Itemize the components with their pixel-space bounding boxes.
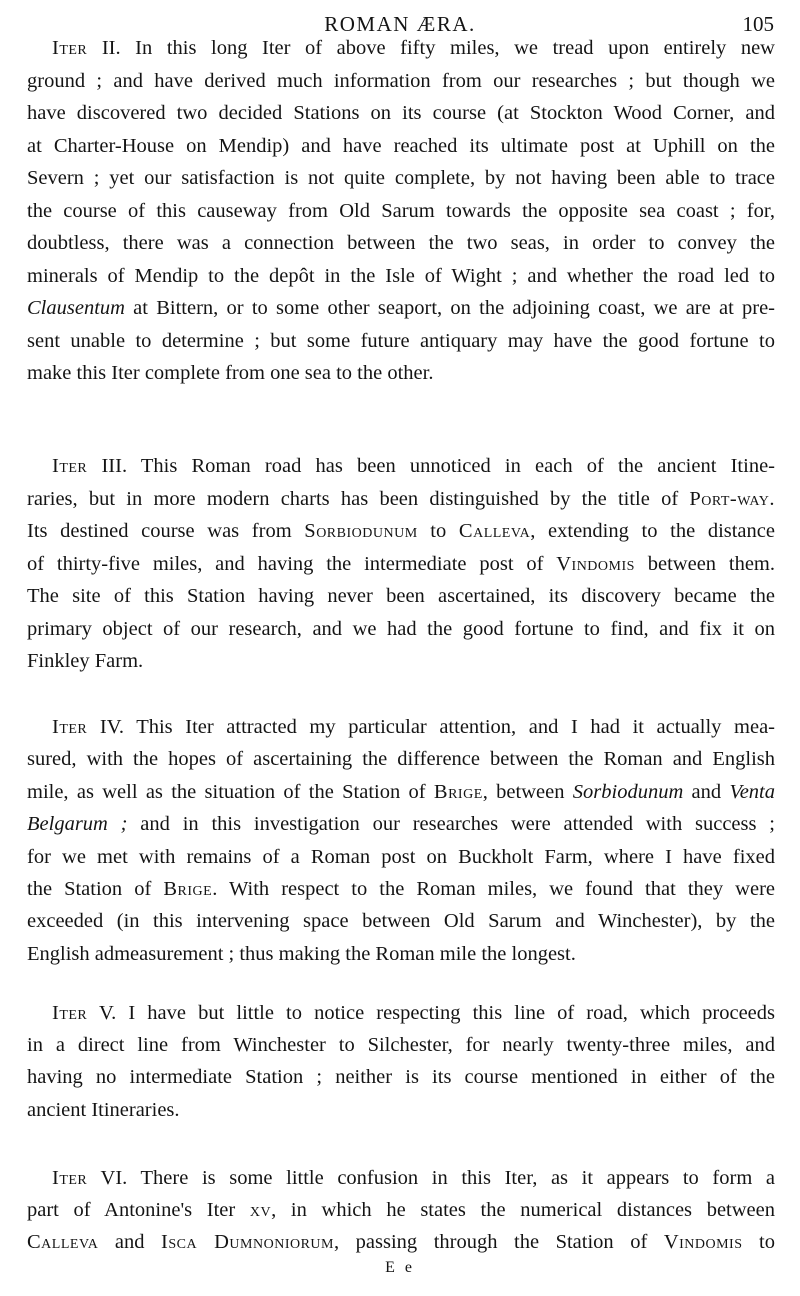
signature-mark: E e — [385, 1259, 415, 1276]
text-run: doubtless, there was a connection between the two seas, in order to convey the — [27, 232, 775, 254]
text-run: and — [683, 780, 730, 803]
text-line — [27, 779, 775, 805]
small-caps-text: Vindomis — [663, 1231, 743, 1253]
page-number: 105 — [742, 12, 774, 36]
text-line — [27, 263, 775, 289]
text-line — [27, 583, 775, 609]
text-line — [27, 1097, 775, 1123]
small-caps-text: Iter — [52, 716, 88, 738]
text-line — [27, 360, 775, 386]
text-run: English admeasurement ; thus making the Roman mile the longest. — [27, 942, 576, 965]
small-caps-text: Iter — [52, 37, 88, 59]
text-run: and — [98, 1231, 162, 1253]
text-run: to — [742, 1231, 775, 1253]
small-caps-text: Vindomis — [556, 552, 635, 575]
text-line — [27, 486, 775, 512]
text-line — [27, 68, 775, 94]
text-line — [27, 518, 775, 544]
text-run: the Station of — [27, 878, 164, 900]
text-run: Finkley Farm. — [27, 650, 144, 672]
text-run: sent unable to determine ; but some future antiquary may have the good fortune to — [27, 329, 775, 352]
small-caps-text: Port-way. — [689, 487, 775, 510]
text-run: having no intermediate Station ; neither is its course mentioned in either of the — [27, 1066, 775, 1089]
text-line — [27, 133, 775, 159]
text-run: Severn ; yet our satisfaction is not quite complete, by not having been able to trace — [27, 167, 775, 189]
text-run: sured, with the hopes of ascertaining the difference between the Roman and English — [27, 748, 775, 771]
text-line — [27, 941, 775, 967]
text-line — [52, 1000, 775, 1026]
text-line — [27, 844, 775, 870]
text-line — [27, 165, 775, 191]
text-line — [27, 100, 775, 126]
text-run: between them. — [634, 552, 775, 575]
text-run: IV. This Iter attracted my particular attention, and I had it actually mea- — [87, 716, 775, 738]
text-line — [27, 648, 775, 674]
text-run: III. This Roman road has been unnoticed in each of the ancient Itine- — [87, 455, 775, 477]
small-caps-text: Brige — [433, 780, 483, 803]
small-caps-text: Iter — [52, 455, 88, 477]
text-line — [27, 908, 775, 934]
small-caps-text: Sorbiodunum — [304, 520, 418, 542]
text-run: part of Antonine's Iter — [27, 1199, 250, 1221]
text-line — [27, 551, 775, 577]
italic-text: Venta — [729, 780, 775, 803]
text-run: raries, but in more modern charts has been distinguished by the title of — [27, 487, 690, 510]
text-run: ground ; and have derived much information from our researches ; but though we — [27, 69, 775, 92]
text-line — [52, 1165, 775, 1191]
text-run: The site of this Station having never been ascertained, its discovery became the — [27, 585, 775, 607]
text-run: the course of this causeway from Old Sarum towards the opposite sea coast ; for, — [27, 199, 775, 222]
small-caps-text: Calleva — [27, 1231, 99, 1253]
text-run: at Bittern, or to some other seaport, on the adjoining coast, we are at pre- — [124, 297, 775, 319]
text-run: for we met with remains of a Roman post on Buckholt Farm, where I have fixed — [27, 845, 775, 868]
text-line — [27, 746, 775, 772]
text-run: VI. There is some little confusion in this Iter, as it appears to form a — [87, 1167, 775, 1189]
text-run: , in which he states the numerical distances between — [271, 1199, 775, 1221]
text-line — [27, 1064, 775, 1090]
text-run: . With respect to the Roman miles, we found that they were — [212, 878, 775, 900]
small-caps-text: xv — [249, 1199, 272, 1221]
italic-text: Sorbiodunum — [572, 780, 684, 803]
text-line — [52, 714, 775, 740]
small-caps-text: Isca Dumnoniorum — [161, 1231, 334, 1253]
small-caps-text: Iter — [52, 1002, 88, 1024]
text-line — [27, 811, 775, 837]
text-run: mile, as well as the situation of the Station of — [27, 780, 434, 803]
text-run: minerals of Mendip to the depôt in the Isle of Wight ; and whether the road led to — [27, 264, 775, 287]
text-line — [27, 616, 775, 642]
text-run: have discovered two decided Stations on its course (at Stockton Wood Corner, and — [27, 102, 775, 124]
text-run: II. In this long Iter of above fifty miles, we tread upon entirely new — [87, 37, 775, 59]
italic-text: Clausentum — [27, 297, 125, 319]
text-line — [27, 1229, 775, 1255]
italic-text: Belgarum ; — [27, 813, 128, 836]
text-run: primary object of our research, and we had the good fortune to find, and fix it on — [27, 617, 775, 640]
text-run: , extending to the distance — [530, 520, 775, 542]
text-run: of thirty-five miles, and having the intermediate post of — [27, 552, 557, 575]
text-run: in a direct line from Winchester to Silchester, for nearly twenty-three miles, and — [27, 1034, 775, 1057]
text-line — [52, 453, 775, 479]
text-line — [27, 328, 775, 354]
text-run: to — [417, 520, 459, 542]
small-caps-text: Calleva — [458, 520, 531, 542]
page-title: ROMAN ÆRA. — [324, 12, 476, 36]
text-line — [27, 295, 775, 321]
text-run: at Charter-House on Mendip) and have reached its ultimate post at Uphill on the — [27, 134, 775, 157]
text-run: , passing through the Station of — [334, 1231, 664, 1253]
text-run: make this Iter complete from one sea to the other. — [27, 362, 434, 384]
small-caps-text: Iter — [52, 1167, 88, 1189]
text-line — [27, 1032, 775, 1058]
text-run: Its destined course was from — [27, 520, 305, 542]
text-line — [52, 35, 775, 61]
text-run: exceeded (in this intervening space between Old Sarum and Winchester), by the — [27, 910, 775, 933]
text-line — [27, 230, 775, 256]
text-run: and in this investigation our researches were attended with success ; — [127, 813, 775, 836]
text-line — [27, 1197, 775, 1223]
text-line — [27, 198, 775, 224]
text-line — [27, 876, 775, 902]
text-run: ancient Itineraries. — [27, 1098, 180, 1121]
text-run: , between — [482, 780, 573, 803]
text-run: V. I have but little to notice respecting this line of road, which proceeds — [87, 1002, 775, 1024]
small-caps-text: Brige — [163, 878, 213, 900]
